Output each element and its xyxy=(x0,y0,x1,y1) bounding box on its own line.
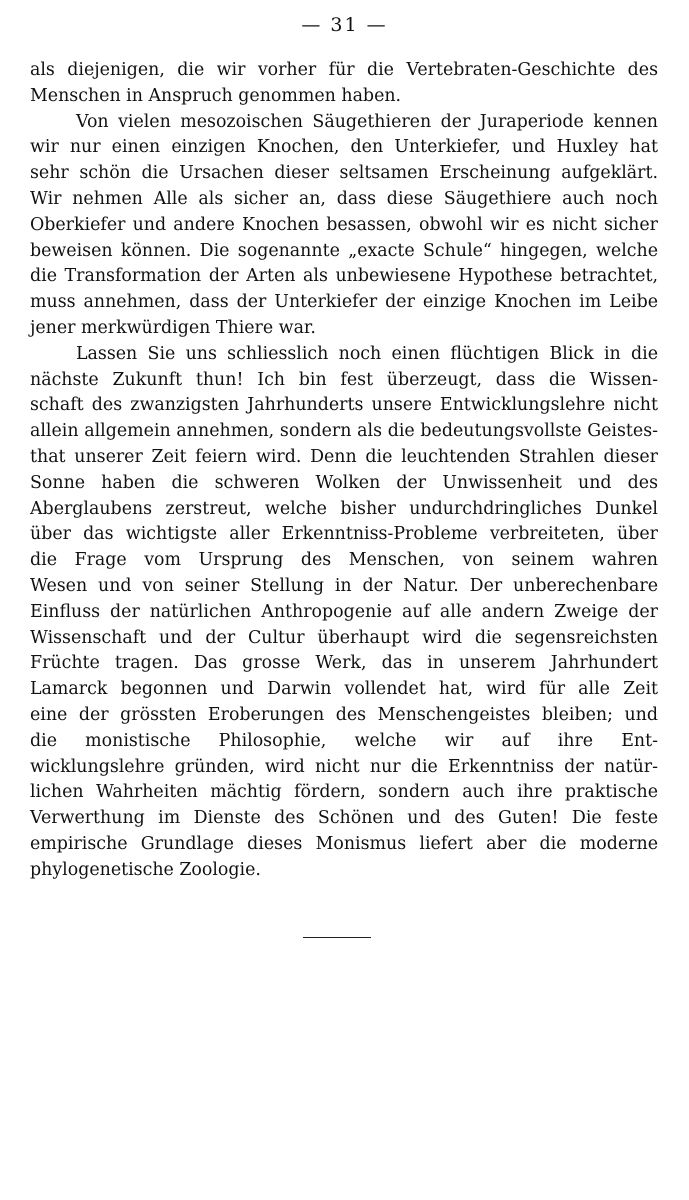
text-line: die monistische Philosophie, welche wir auf ihre Ent- xyxy=(30,730,658,751)
text-line: Menschen in Anspruch genommen haben. xyxy=(30,85,402,106)
text-line: beweisen können. Die sogenannte „exacte Schule“ hingegen, welche xyxy=(30,240,658,261)
end-rule xyxy=(303,937,371,938)
text-line: schaft des zwanzigsten Jahrhunderts unsere Entwicklungslehre nicht xyxy=(30,395,658,416)
text-line: über das wichtigste aller Erkenntniss-Probleme verbreiteten, über xyxy=(30,524,658,545)
body-text xyxy=(30,58,658,884)
text-line: Früchte tragen. Das grosse Werk, das in unserem Jahrhundert xyxy=(30,653,658,674)
text-line: Lassen Sie uns schliesslich noch einen flüchtigen Blick in die xyxy=(76,343,658,364)
text-line: Wesen und von seiner Stellung in der Natur. Der unberechenbare xyxy=(30,575,658,596)
text-line: Einfluss der natürlichen Anthropogenie auf alle andern Zweige der xyxy=(30,601,658,622)
text-line: Von vielen mesozoischen Säugethieren der Juraperiode kennen xyxy=(76,111,658,132)
text-line: phylogenetische Zoologie. xyxy=(30,859,261,880)
text-line: Lamarck begonnen und Darwin vollendet hat, wird für alle Zeit xyxy=(30,679,658,700)
text-line: wicklungslehre gründen, wird nicht nur die Erkenntniss der natür- xyxy=(30,756,658,777)
text-line: die Frage vom Ursprung des Menschen, von seinem wahren xyxy=(30,550,658,571)
text-line: nächste Zukunft thun! Ich bin fest überzeugt, dass die Wissen- xyxy=(30,369,658,390)
text-line: Wir nehmen Alle als sicher an, dass diese Säugethiere auch noch xyxy=(30,188,658,209)
text-line: lichen Wahrheiten mächtig fördern, sondern auch ihre praktische xyxy=(30,782,658,803)
text-line: empirische Grundlage dieses Monismus liefert aber die moderne xyxy=(30,833,658,854)
text-line: Aberglaubens zerstreut, welche bisher undurchdringliches Dunkel xyxy=(30,498,658,519)
text-line: Verwerthung im Dienste des Schönen und des Guten! Die feste xyxy=(30,808,658,829)
text-line: eine der grössten Eroberungen des Menschengeistes bleiben; und xyxy=(30,704,658,725)
text-line: Oberkiefer und andere Knochen besassen, obwohl wir es nicht sicher xyxy=(30,214,658,235)
text-line: Wissenschaft und der Cultur überhaupt wird die segensreichsten xyxy=(30,627,658,648)
text-line: muss annehmen, dass der Unterkiefer der einzige Knochen im Leibe xyxy=(30,292,658,313)
text-line: als diejenigen, die wir vorher für die Vertebraten-Geschichte des xyxy=(30,60,658,80)
text-line: Sonne haben die schweren Wolken der Unwissenheit und des xyxy=(30,472,658,493)
page-number: — 31 — xyxy=(301,14,388,36)
text-line: sehr schön die Ursachen dieser seltsamen Erscheinung aufgeklärt. xyxy=(30,163,658,184)
text-line: die Transformation der Arten als unbewiesene Hypothese betrachtet, xyxy=(30,266,658,287)
text-line: jener merkwürdigen Thiere war. xyxy=(30,317,316,338)
text-line: that unserer Zeit feiern wird. Denn die leuchtenden Strahlen dieser xyxy=(30,446,658,467)
text-line: allein allgemein annehmen, sondern als die bedeutungsvollste Geistes- xyxy=(30,421,658,442)
text-line: wir nur einen einzigen Knochen, den Unterkiefer, und Huxley hat xyxy=(30,137,658,158)
